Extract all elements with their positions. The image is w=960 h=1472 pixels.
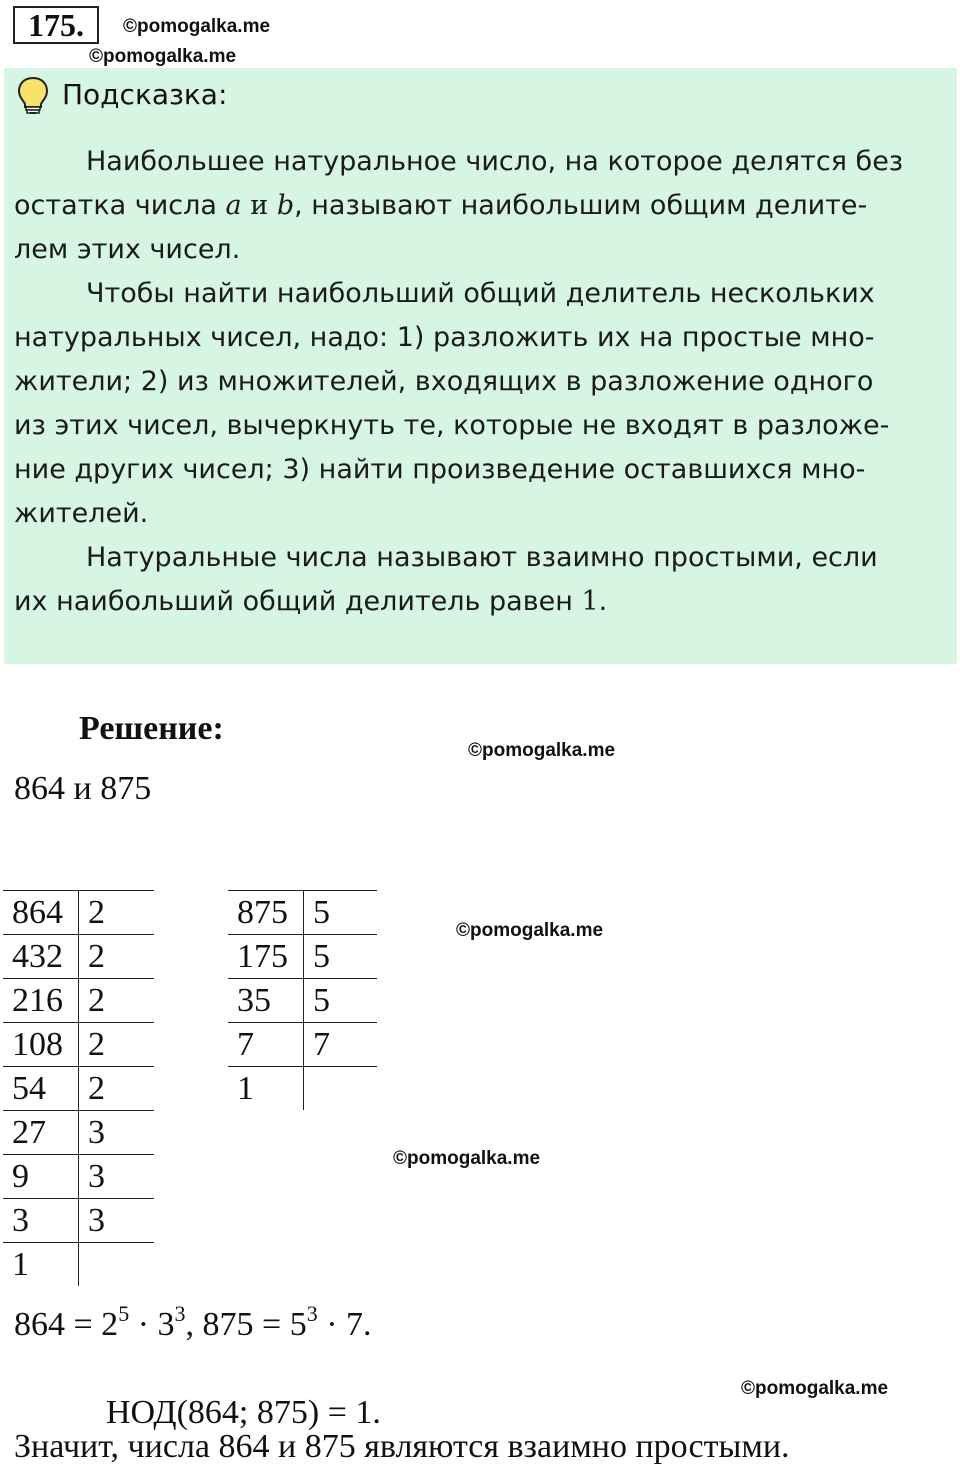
exponent: 5 xyxy=(118,1301,130,1326)
table-row xyxy=(228,935,377,979)
divisor-cell: 5 xyxy=(304,891,378,935)
table-row xyxy=(3,1067,154,1111)
divisor-cell: 3 xyxy=(79,1199,155,1243)
exponent: 3 xyxy=(174,1301,186,1326)
dividend-cell: 108 xyxy=(3,1023,79,1067)
divisor-cell xyxy=(304,1067,378,1111)
table-row xyxy=(3,891,154,935)
hint-text-part: . xyxy=(598,586,608,617)
divisor-cell xyxy=(79,1243,155,1287)
table-row xyxy=(3,979,154,1023)
dividend-cell: 432 xyxy=(3,935,79,979)
table-row xyxy=(228,1067,377,1111)
divisor-cell: 5 xyxy=(304,979,378,1023)
conjunction: и xyxy=(241,190,277,221)
watermark: ©pomogalka.me xyxy=(123,16,271,37)
hint-text-part: , называют наибольшим общим делите- лем этих чисел. xyxy=(14,190,868,265)
watermark: ©pomogalka.me xyxy=(741,1378,889,1399)
watermark: ©pomogalka.me xyxy=(393,1148,541,1169)
eq-part: · 7. xyxy=(317,1306,372,1343)
dividend-cell: 9 xyxy=(3,1155,79,1199)
lightbulb-icon xyxy=(16,76,50,116)
dividend-cell: 216 xyxy=(3,979,79,1023)
exponent: 3 xyxy=(306,1301,318,1326)
number-one: 1 xyxy=(581,586,599,617)
dividend-cell: 875 xyxy=(228,891,304,935)
table-row xyxy=(3,1023,154,1067)
factorization-table-875 xyxy=(228,890,377,1110)
watermark: ©pomogalka.me xyxy=(456,920,604,941)
hint-paragraph-3 xyxy=(14,536,944,624)
dividend-cell: 175 xyxy=(228,935,304,979)
dividend-cell: 27 xyxy=(3,1111,79,1155)
table-row xyxy=(3,1155,154,1199)
divisor-cell: 2 xyxy=(79,1067,155,1111)
hint-text-part: Натуральные числа называют взаимно простыми, если их наибольший общий делитель равен xyxy=(14,542,878,617)
problem-number: 175. xyxy=(13,6,99,44)
hint-text-part: Наибольшее натуральное число, на которое делятся без остатка числа xyxy=(14,146,904,221)
divisor-cell: 3 xyxy=(79,1155,155,1199)
table-row xyxy=(228,1023,377,1067)
conclusion: Значит, числа 864 и 875 являются взаимно простыми. xyxy=(14,1428,790,1465)
dividend-cell: 864 xyxy=(3,891,79,935)
eq-part: 864 = 2 xyxy=(14,1306,119,1343)
table-row xyxy=(3,1111,154,1155)
table-row xyxy=(228,891,377,935)
divisor-cell: 2 xyxy=(79,891,155,935)
divisor-cell: 7 xyxy=(304,1023,378,1067)
solution-title: Решение: xyxy=(79,710,224,747)
divisor-cell: 2 xyxy=(79,935,155,979)
hint-title: Подсказка: xyxy=(62,78,228,111)
dividend-cell: 54 xyxy=(3,1067,79,1111)
dividend-cell: 35 xyxy=(228,979,304,1023)
eq-part: , 875 = 5 xyxy=(185,1306,307,1343)
factorization-result xyxy=(14,1301,372,1344)
eq-part: · 3 xyxy=(129,1306,175,1343)
numbers-line: 864 и 875 xyxy=(14,770,152,807)
table-row xyxy=(3,1243,154,1287)
divisor-cell: 2 xyxy=(79,1023,155,1067)
divisor-cell: 5 xyxy=(304,935,378,979)
table-row xyxy=(3,935,154,979)
dividend-cell: 1 xyxy=(3,1243,79,1287)
table-row xyxy=(228,979,377,1023)
factorization-table-864 xyxy=(3,890,154,1286)
divisor-cell: 2 xyxy=(79,979,155,1023)
table-row xyxy=(3,1199,154,1243)
gcd-result: НОД(864; 875) = 1. xyxy=(106,1394,381,1431)
hint-text xyxy=(14,140,944,624)
variable-b: b xyxy=(276,190,295,221)
dividend-cell: 7 xyxy=(228,1023,304,1067)
watermark: ©pomogalka.me xyxy=(89,46,237,67)
dividend-cell: 1 xyxy=(228,1067,304,1111)
dividend-cell: 3 xyxy=(3,1199,79,1243)
hint-paragraph-1 xyxy=(14,140,944,272)
variable-a: a xyxy=(225,190,242,221)
divisor-cell: 3 xyxy=(79,1111,155,1155)
watermark: ©pomogalka.me xyxy=(468,740,616,761)
hint-paragraph-2: Чтобы найти наибольший общий делитель нескольких натуральных чисел, надо: 1) разложить их на простые мно- жители; 2) из множителей, входящих в разложение одного из этих чисел, вычеркнуть те, которые не входят в разложе- ние других чисел; 3) найти произведение оставшихся мно- жителей. xyxy=(14,278,890,529)
